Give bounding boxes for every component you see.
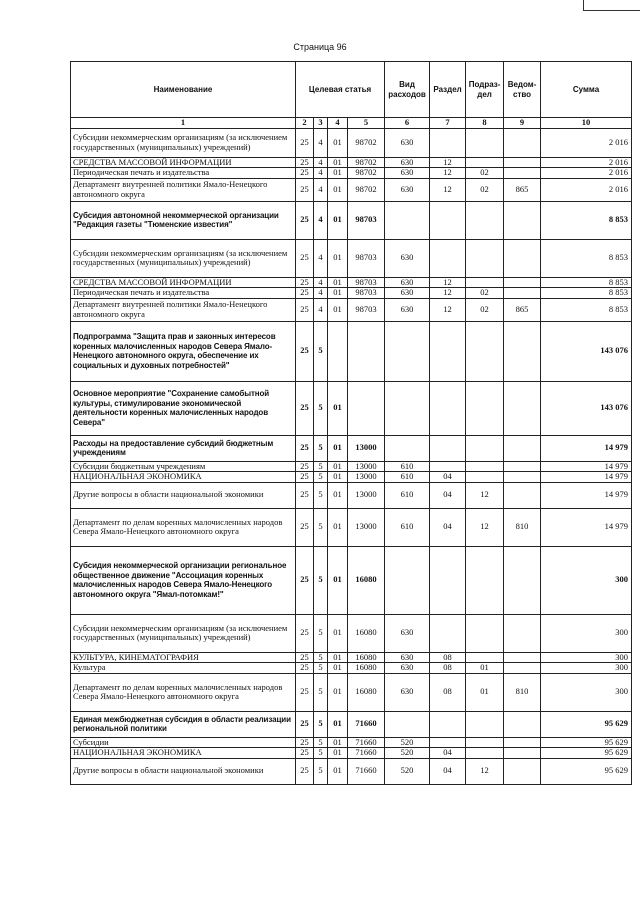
row-vedomstvo-cell [504, 663, 541, 674]
row-code-c-cell: 01 [328, 435, 348, 461]
row-code-b-cell: 4 [314, 178, 328, 201]
row-code-a-cell: 25 [296, 711, 314, 737]
row-vid-cell: 610 [385, 472, 430, 483]
row-sum-cell: 95 629 [541, 737, 632, 748]
row-razdel-cell [430, 239, 466, 277]
row-code-b-cell: 5 [314, 472, 328, 483]
row-sum-cell: 14 979 [541, 482, 632, 508]
row-code-d-cell: 13000 [348, 508, 385, 546]
row-code-a-cell: 25 [296, 435, 314, 461]
row-vid-cell: 630 [385, 652, 430, 663]
row-sum-cell: 95 629 [541, 758, 632, 784]
row-sum-cell: 14 979 [541, 508, 632, 546]
row-sum-cell: 8 853 [541, 201, 632, 239]
row-name-cell: Единая межбюджетная субсидия в области реализации региональной политики [71, 711, 296, 737]
row-vid-cell: 630 [385, 614, 430, 652]
row-code-d-cell [348, 321, 385, 381]
row-podrazdel-cell [466, 128, 504, 157]
row-code-b-cell: 4 [314, 277, 328, 288]
row-code-c-cell: 01 [328, 663, 348, 674]
row-code-d-cell: 16080 [348, 663, 385, 674]
row-name-cell: СРЕДСТВА МАССОВОЙ ИНФОРМАЦИИ [71, 277, 296, 288]
row-name-cell: НАЦИОНАЛЬНАЯ ЭКОНОМИКА [71, 472, 296, 483]
row-sum-cell: 2 016 [541, 128, 632, 157]
row-code-c-cell: 01 [328, 614, 348, 652]
row-code-b-cell: 4 [314, 201, 328, 239]
row-vid-cell: 630 [385, 663, 430, 674]
row-vid-cell: 630 [385, 288, 430, 299]
row-code-b-cell: 5 [314, 748, 328, 759]
table-row [71, 157, 632, 168]
row-razdel-cell: 04 [430, 748, 466, 759]
row-code-d-cell: 16080 [348, 614, 385, 652]
row-name-cell: Другие вопросы в области национальной экономики [71, 758, 296, 784]
table-row [71, 652, 632, 663]
table-row [71, 472, 632, 483]
row-code-c-cell: 01 [328, 472, 348, 483]
row-podrazdel-cell [466, 435, 504, 461]
table-row [71, 614, 632, 652]
row-code-a-cell: 25 [296, 128, 314, 157]
row-name-cell: Субсидии некоммерческим организациям (за исключением государственных (муниципальных) учреждений) [71, 614, 296, 652]
row-vedomstvo-cell [504, 737, 541, 748]
row-razdel-cell [430, 546, 466, 614]
row-sum-cell: 8 853 [541, 288, 632, 299]
table-row [71, 737, 632, 748]
row-razdel-cell: 12 [430, 298, 466, 321]
row-sum-cell: 300 [541, 673, 632, 711]
row-razdel-cell: 04 [430, 758, 466, 784]
row-vedomstvo-cell [504, 239, 541, 277]
column-number: 7 [430, 118, 466, 129]
row-podrazdel-cell: 02 [466, 178, 504, 201]
row-code-a-cell: 25 [296, 157, 314, 168]
table-row [71, 748, 632, 759]
row-sum-cell: 2 016 [541, 157, 632, 168]
row-razdel-cell [430, 711, 466, 737]
table-row [71, 298, 632, 321]
column-number-row [71, 118, 632, 129]
row-code-b-cell: 5 [314, 321, 328, 381]
row-vedomstvo-cell [504, 652, 541, 663]
row-code-a-cell: 25 [296, 482, 314, 508]
row-vedomstvo-cell [504, 461, 541, 472]
row-code-d-cell: 16080 [348, 652, 385, 663]
row-razdel-cell: 04 [430, 508, 466, 546]
table-row [71, 482, 632, 508]
row-vedomstvo-cell [504, 201, 541, 239]
row-sum-cell: 95 629 [541, 748, 632, 759]
row-sum-cell: 8 853 [541, 298, 632, 321]
header-target: Целевая статья [296, 62, 385, 118]
row-name-cell: Основное мероприятие "Сохранение самобытной культуры, стимулирование экономической деятельности коренных малочисленных народов Севера" [71, 381, 296, 435]
row-code-a-cell: 25 [296, 321, 314, 381]
table-row [71, 201, 632, 239]
row-vedomstvo-cell [504, 277, 541, 288]
row-podrazdel-cell [466, 321, 504, 381]
row-code-d-cell: 98702 [348, 178, 385, 201]
row-podrazdel-cell: 12 [466, 758, 504, 784]
table-row [71, 321, 632, 381]
row-vedomstvo-cell [504, 546, 541, 614]
row-name-cell: Департамент по делам коренных малочисленных народов Севера Ямало-Ненецкого автономного округа [71, 673, 296, 711]
row-name-cell: КУЛЬТУРА, КИНЕМАТОГРАФИЯ [71, 652, 296, 663]
row-name-cell: Субсидии бюджетным учреждениям [71, 461, 296, 472]
row-vedomstvo-cell [504, 614, 541, 652]
row-vid-cell: 630 [385, 298, 430, 321]
row-sum-cell: 300 [541, 652, 632, 663]
row-code-c-cell [328, 321, 348, 381]
row-podrazdel-cell [466, 748, 504, 759]
row-code-d-cell: 98702 [348, 128, 385, 157]
row-sum-cell: 8 853 [541, 277, 632, 288]
column-number: 5 [348, 118, 385, 129]
row-sum-cell: 143 076 [541, 321, 632, 381]
row-code-d-cell: 13000 [348, 435, 385, 461]
row-razdel-cell: 12 [430, 178, 466, 201]
row-code-c-cell: 01 [328, 298, 348, 321]
row-razdel-cell: 08 [430, 652, 466, 663]
row-razdel-cell [430, 381, 466, 435]
row-code-d-cell: 98703 [348, 288, 385, 299]
row-vid-cell: 520 [385, 758, 430, 784]
row-vedomstvo-cell: 810 [504, 673, 541, 711]
column-number: 2 [296, 118, 314, 129]
table-row [71, 288, 632, 299]
row-vid-cell: 610 [385, 461, 430, 472]
table-body [71, 128, 632, 784]
column-number: 4 [328, 118, 348, 129]
row-code-b-cell: 4 [314, 128, 328, 157]
header-razdel: Раздел [430, 62, 466, 118]
row-vid-cell [385, 201, 430, 239]
row-vedomstvo-cell [504, 168, 541, 179]
row-podrazdel-cell [466, 546, 504, 614]
row-razdel-cell [430, 614, 466, 652]
row-podrazdel-cell [466, 277, 504, 288]
row-name-cell: Департамент внутренней политики Ямало-Ненецкого автономного округа [71, 298, 296, 321]
row-vid-cell: 630 [385, 178, 430, 201]
column-number: 6 [385, 118, 430, 129]
row-code-b-cell: 5 [314, 546, 328, 614]
row-code-a-cell: 25 [296, 277, 314, 288]
row-sum-cell: 14 979 [541, 461, 632, 472]
row-code-d-cell: 98703 [348, 201, 385, 239]
row-razdel-cell: 12 [430, 157, 466, 168]
row-vid-cell: 630 [385, 157, 430, 168]
row-code-b-cell: 5 [314, 435, 328, 461]
row-code-b-cell: 5 [314, 663, 328, 674]
row-code-c-cell: 01 [328, 508, 348, 546]
header-vid: Вид расходов [385, 62, 430, 118]
row-code-c-cell: 01 [328, 711, 348, 737]
table-header-row [71, 62, 632, 118]
row-code-c-cell: 01 [328, 288, 348, 299]
row-code-d-cell: 13000 [348, 482, 385, 508]
row-vedomstvo-cell [504, 128, 541, 157]
row-code-a-cell: 25 [296, 673, 314, 711]
row-sum-cell: 14 979 [541, 472, 632, 483]
row-vid-cell: 630 [385, 673, 430, 711]
row-code-b-cell: 5 [314, 482, 328, 508]
row-vid-cell: 520 [385, 748, 430, 759]
table-row [71, 663, 632, 674]
row-code-d-cell: 98703 [348, 298, 385, 321]
row-code-d-cell: 71660 [348, 711, 385, 737]
row-sum-cell: 300 [541, 663, 632, 674]
row-code-c-cell: 01 [328, 461, 348, 472]
row-code-b-cell: 4 [314, 157, 328, 168]
row-sum-cell: 14 979 [541, 435, 632, 461]
row-name-cell: Субсидии некоммерческим организациям (за исключением государственных (муниципальных) учреждений) [71, 239, 296, 277]
row-vid-cell: 630 [385, 128, 430, 157]
page-number-label: Страница 96 [293, 42, 347, 52]
row-vid-cell: 610 [385, 508, 430, 546]
row-podrazdel-cell [466, 157, 504, 168]
row-code-b-cell: 5 [314, 652, 328, 663]
row-sum-cell: 8 853 [541, 239, 632, 277]
row-razdel-cell: 04 [430, 472, 466, 483]
row-code-a-cell: 25 [296, 288, 314, 299]
row-podrazdel-cell [466, 201, 504, 239]
table-row [71, 673, 632, 711]
row-podrazdel-cell [466, 239, 504, 277]
table-row [71, 711, 632, 737]
row-code-c-cell: 01 [328, 673, 348, 711]
row-code-d-cell: 98703 [348, 277, 385, 288]
row-vid-cell [385, 435, 430, 461]
row-sum-cell: 143 076 [541, 381, 632, 435]
row-vedomstvo-cell [504, 748, 541, 759]
row-sum-cell: 2 016 [541, 178, 632, 201]
row-razdel-cell [430, 201, 466, 239]
row-code-c-cell: 01 [328, 168, 348, 179]
row-code-d-cell: 13000 [348, 461, 385, 472]
row-name-cell: Субсидии [71, 737, 296, 748]
table-row [71, 461, 632, 472]
table-row [71, 758, 632, 784]
row-vedomstvo-cell [504, 472, 541, 483]
table-row [71, 239, 632, 277]
row-code-c-cell: 01 [328, 546, 348, 614]
row-vid-cell: 630 [385, 277, 430, 288]
row-podrazdel-cell: 01 [466, 673, 504, 711]
row-code-d-cell: 16080 [348, 673, 385, 711]
row-podrazdel-cell [466, 472, 504, 483]
row-vid-cell [385, 321, 430, 381]
row-code-b-cell: 4 [314, 298, 328, 321]
row-code-b-cell: 5 [314, 737, 328, 748]
row-vid-cell [385, 381, 430, 435]
row-podrazdel-cell [466, 461, 504, 472]
row-code-a-cell: 25 [296, 461, 314, 472]
row-vedomstvo-cell [504, 435, 541, 461]
row-code-a-cell: 25 [296, 546, 314, 614]
row-code-a-cell: 25 [296, 239, 314, 277]
row-razdel-cell: 08 [430, 663, 466, 674]
row-vedomstvo-cell [504, 711, 541, 737]
row-vedomstvo-cell [504, 482, 541, 508]
row-vid-cell: 630 [385, 168, 430, 179]
row-razdel-cell: 04 [430, 482, 466, 508]
row-podrazdel-cell: 02 [466, 288, 504, 299]
row-code-b-cell: 5 [314, 461, 328, 472]
row-code-d-cell: 71660 [348, 758, 385, 784]
row-vedomstvo-cell [504, 381, 541, 435]
header-summa: Сумма [541, 62, 632, 118]
row-name-cell: Субсидии некоммерческим организациям (за исключением государственных (муниципальных) учреждений) [71, 128, 296, 157]
row-code-c-cell: 01 [328, 737, 348, 748]
row-name-cell: Периодическая печать и издательства [71, 288, 296, 299]
row-name-cell: НАЦИОНАЛЬНАЯ ЭКОНОМИКА [71, 748, 296, 759]
row-code-b-cell: 4 [314, 239, 328, 277]
row-code-c-cell: 01 [328, 652, 348, 663]
row-podrazdel-cell: 12 [466, 482, 504, 508]
budget-table [70, 61, 632, 785]
row-razdel-cell: 12 [430, 288, 466, 299]
row-vedomstvo-cell [504, 288, 541, 299]
row-vedomstvo-cell: 810 [504, 508, 541, 546]
row-sum-cell: 300 [541, 614, 632, 652]
table-row [71, 381, 632, 435]
row-podrazdel-cell [466, 614, 504, 652]
row-name-cell: Периодическая печать и издательства [71, 168, 296, 179]
row-razdel-cell [430, 737, 466, 748]
row-vedomstvo-cell [504, 758, 541, 784]
table-row [71, 128, 632, 157]
row-podrazdel-cell: 02 [466, 168, 504, 179]
row-code-c-cell: 01 [328, 157, 348, 168]
table-row [71, 508, 632, 546]
row-code-c-cell: 01 [328, 748, 348, 759]
row-code-a-cell: 25 [296, 381, 314, 435]
row-sum-cell: 2 016 [541, 168, 632, 179]
header-vedomstvo: Ведом-ство [504, 62, 541, 118]
table-row [71, 435, 632, 461]
row-code-b-cell: 4 [314, 288, 328, 299]
row-code-b-cell: 5 [314, 614, 328, 652]
row-name-cell: Другие вопросы в области национальной экономики [71, 482, 296, 508]
table-row [71, 168, 632, 179]
row-podrazdel-cell: 12 [466, 508, 504, 546]
row-podrazdel-cell: 01 [466, 663, 504, 674]
row-name-cell: Культура [71, 663, 296, 674]
row-razdel-cell [430, 128, 466, 157]
row-code-a-cell: 25 [296, 168, 314, 179]
row-vid-cell [385, 711, 430, 737]
row-code-a-cell: 25 [296, 614, 314, 652]
row-code-a-cell: 25 [296, 178, 314, 201]
row-code-a-cell: 25 [296, 663, 314, 674]
row-sum-cell: 300 [541, 546, 632, 614]
row-code-d-cell [348, 381, 385, 435]
row-code-a-cell: 25 [296, 737, 314, 748]
row-razdel-cell [430, 435, 466, 461]
row-vedomstvo-cell [504, 157, 541, 168]
row-code-b-cell: 5 [314, 711, 328, 737]
row-code-c-cell: 01 [328, 758, 348, 784]
row-razdel-cell: 12 [430, 168, 466, 179]
row-vedomstvo-cell: 865 [504, 178, 541, 201]
column-number: 1 [71, 118, 296, 129]
table-row [71, 178, 632, 201]
row-code-c-cell: 01 [328, 239, 348, 277]
row-code-a-cell: 25 [296, 758, 314, 784]
row-code-c-cell: 01 [328, 277, 348, 288]
row-name-cell: Расходы на предоставление субсидий бюджетным учреждениям [71, 435, 296, 461]
row-code-d-cell: 16080 [348, 546, 385, 614]
header-podrazdel: Подраз-дел [466, 62, 504, 118]
row-vedomstvo-cell: 865 [504, 298, 541, 321]
row-code-b-cell: 5 [314, 673, 328, 711]
row-vid-cell: 520 [385, 737, 430, 748]
row-vid-cell: 630 [385, 239, 430, 277]
row-razdel-cell: 08 [430, 673, 466, 711]
row-code-c-cell: 01 [328, 178, 348, 201]
row-code-a-cell: 25 [296, 508, 314, 546]
row-name-cell: Департамент внутренней политики Ямало-Ненецкого автономного округа [71, 178, 296, 201]
row-code-a-cell: 25 [296, 472, 314, 483]
row-code-c-cell: 01 [328, 381, 348, 435]
row-code-c-cell: 01 [328, 201, 348, 239]
row-code-d-cell: 13000 [348, 472, 385, 483]
row-podrazdel-cell [466, 652, 504, 663]
table-row [71, 277, 632, 288]
row-code-b-cell: 5 [314, 758, 328, 784]
header-name: Наименование [71, 62, 296, 118]
row-razdel-cell: 12 [430, 277, 466, 288]
row-code-b-cell: 4 [314, 168, 328, 179]
column-number: 8 [466, 118, 504, 129]
row-podrazdel-cell [466, 381, 504, 435]
row-code-d-cell: 98702 [348, 168, 385, 179]
row-code-a-cell: 25 [296, 298, 314, 321]
row-name-cell: Департамент по делам коренных малочисленных народов Севера Ямало-Ненецкого автономного округа [71, 508, 296, 546]
row-name-cell: Субсидия автономной некоммерческой организации "Редакция газеты "Тюменские известия" [71, 201, 296, 239]
row-code-b-cell: 5 [314, 381, 328, 435]
row-sum-cell: 95 629 [541, 711, 632, 737]
row-code-a-cell: 25 [296, 201, 314, 239]
row-vedomstvo-cell [504, 321, 541, 381]
column-number: 10 [541, 118, 632, 129]
row-code-d-cell: 98703 [348, 239, 385, 277]
row-code-d-cell: 98702 [348, 157, 385, 168]
table-row [71, 546, 632, 614]
column-number: 9 [504, 118, 541, 129]
scan-corner-mark [583, 0, 640, 11]
row-vid-cell: 610 [385, 482, 430, 508]
row-code-a-cell: 25 [296, 652, 314, 663]
row-razdel-cell [430, 321, 466, 381]
row-code-d-cell: 71660 [348, 737, 385, 748]
row-code-b-cell: 5 [314, 508, 328, 546]
row-name-cell: Подпрограмма "Защита прав и законных интересов коренных малочисленных народов Севера Ямало-Ненецкого автономного округа, обеспечение их социальных и духовных потребностей" [71, 321, 296, 381]
row-code-d-cell: 71660 [348, 748, 385, 759]
row-podrazdel-cell: 02 [466, 298, 504, 321]
row-code-c-cell: 01 [328, 128, 348, 157]
row-razdel-cell [430, 461, 466, 472]
row-podrazdel-cell [466, 737, 504, 748]
row-name-cell: СРЕДСТВА МАССОВОЙ ИНФОРМАЦИИ [71, 157, 296, 168]
column-number: 3 [314, 118, 328, 129]
row-name-cell: Субсидия некоммерческой организации региональное общественное движение "Ассоциация коренных малочисленных народов Севера Ямало-Ненецкого автономного округа "Ямал-потомкам!" [71, 546, 296, 614]
row-vid-cell [385, 546, 430, 614]
row-code-a-cell: 25 [296, 748, 314, 759]
row-code-c-cell: 01 [328, 482, 348, 508]
row-podrazdel-cell [466, 711, 504, 737]
